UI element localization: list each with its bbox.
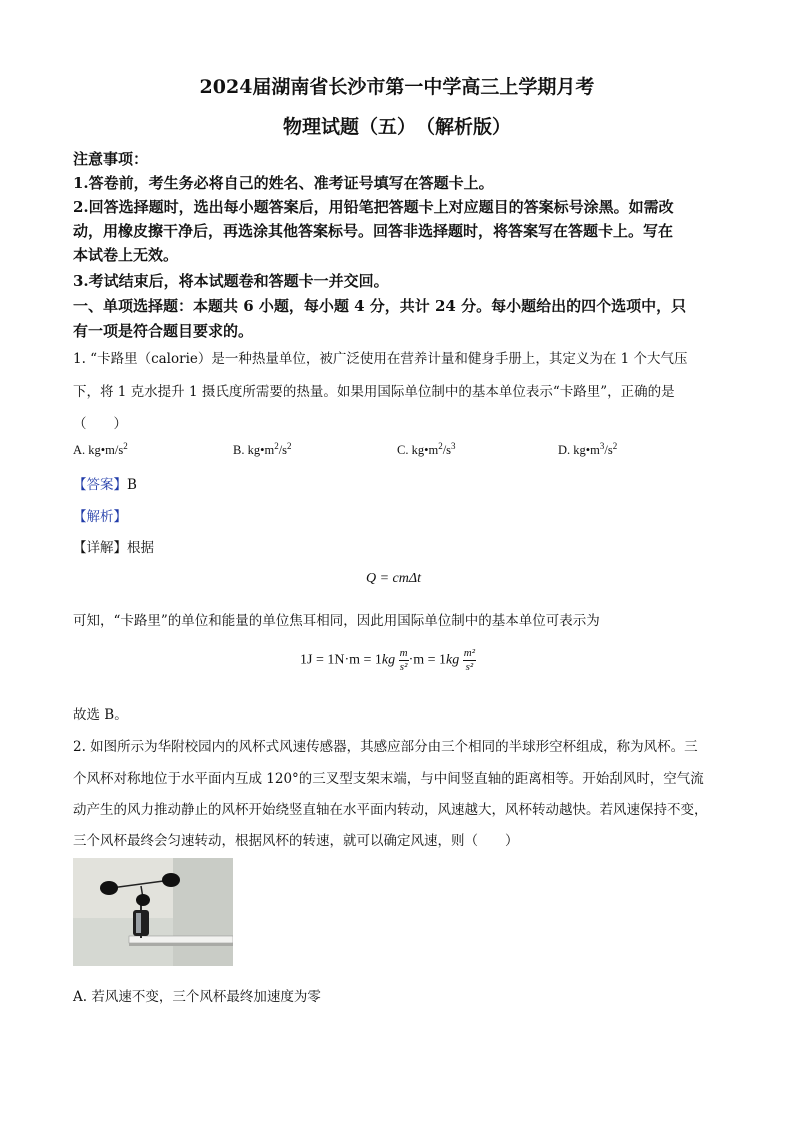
option-a: A. $kg•m/s^2$ <box>73 440 128 457</box>
anemometer-illustration <box>73 858 233 966</box>
analysis-tag: 【解析】 <box>73 509 127 525</box>
notice-heading: 注意事项： <box>73 150 149 168</box>
formula-units: 1J = 1N·m = 1kg $\frac{m}{\text{s²}}$ ·m = 1kg $\frac{\text{m²}}{\text{s²}}$ <box>300 647 475 673</box>
notice-item-2-line-2: 动，用橡皮擦干净后，再选涂其他答案标号。回答非选择题时，将答案写在答题卡上。写在 <box>73 222 674 240</box>
notice-item-2-line-1: 2.回答选择题时，选出每小题答案后，用铅笔把答题卡上对应题目的答案标号涂黑。如需改 <box>73 198 674 216</box>
notice-item-1: 1.答卷前，考生务必将自己的姓名、准考证号填写在答题卡上。 <box>73 174 494 192</box>
fraction-m2-over-s2: $\frac{\text{m²}}{\text{s²}}$ <box>463 647 475 673</box>
option-b: B. $kg•m^2/s^2$ <box>233 440 292 457</box>
question-2-line-4: 三个风杯最终会匀速转动，根据风杯的转速，就可以确定风速，则（ ） <box>73 833 519 849</box>
answer-tag: 【答案】 <box>73 477 127 493</box>
section-heading-line-2: 有一项是符合题目要求的。 <box>73 322 254 340</box>
detail-tag: 【详解】 <box>73 540 127 556</box>
page-title: 2024届湖南省长沙市第一中学高三上学期月考 <box>199 76 595 98</box>
question-1-line-3: （ ） <box>73 416 127 432</box>
question-2-line-2: 个风杯对称地位于水平面内互成 120°的三叉型支架末端，与中间竖直轴的距离相等。开始刮风时，空气流 <box>73 771 704 787</box>
question-2-line-3: 动产生的风力推动静止的风杯开始绕竖直轴在水平面内转动，风速越大，风杯转动越快。若风速保持不变， <box>73 802 708 818</box>
question-1-line-2: 下，将 1 克水提升 1 摄氏度所需要的热量。如果用国际单位制中的基本单位表示“卡路里”，正确的是 <box>73 384 675 400</box>
section-heading-line-1: 一、单项选择题：本题共 6 小题，每小题 4 分，共计 24 分。每小题给出的四个选项中，只 <box>73 297 687 315</box>
option-d: D. $kg•m^3/s^2$ <box>558 440 618 457</box>
fraction-m-over-s2: $\frac{m}{\text{s²}}$ <box>399 647 408 673</box>
question-2-line-1: 2. 如图所示为华附校园内的风杯式风速传感器，其感应部分由三个相同的半球形空杯组成，称为风杯。三 <box>73 739 698 755</box>
conclusion-text: 故选 B。 <box>73 707 128 723</box>
option-c: C. $kg•m^2/s^3$ <box>397 440 456 457</box>
answer-line <box>73 473 137 493</box>
page-subtitle: 物理试题（五） （解析版） <box>282 116 511 138</box>
anemometer-photo <box>73 858 233 966</box>
detail-line <box>73 536 154 556</box>
formula-heat: Q = cmΔt <box>366 571 421 586</box>
answer-value: B <box>127 477 137 493</box>
detail-text: 根据 <box>127 540 154 556</box>
notice-item-3: 3.考试结束后，将本试题卷和答题卡一并交回。 <box>73 272 389 290</box>
explanation-text: 可知，“卡路里”的单位和能量的单位焦耳相同，因此用国际单位制中的基本单位可表示为 <box>73 613 600 629</box>
question-1-line-1: 1. “卡路里（calorie）是一种热量单位，被广泛使用在营养计量和健身手册上，其定义为在 1 个大气压 <box>73 351 688 367</box>
notice-item-2-line-3: 本试卷上无效。 <box>73 246 179 264</box>
question-2-option-a: A. 若风速不变，三个风杯最终加速度为零 <box>73 989 321 1005</box>
